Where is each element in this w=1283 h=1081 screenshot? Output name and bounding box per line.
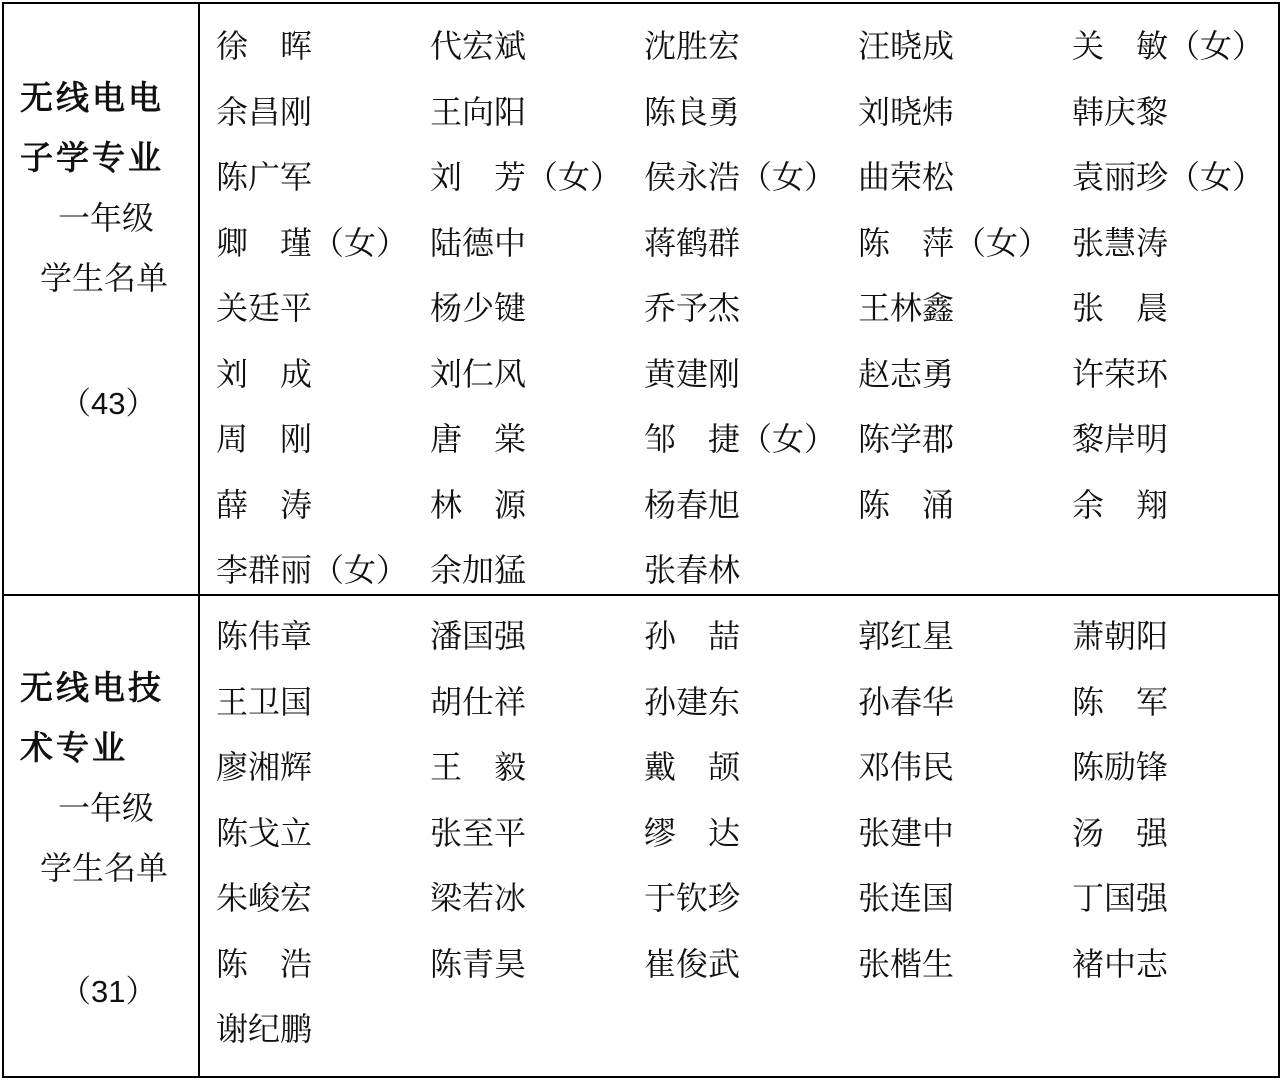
student-name: 孙建东	[644, 682, 741, 721]
names-cell	[200, 4, 1278, 594]
student-name: 陈良勇	[644, 92, 741, 131]
student-name: 刘晓炜	[858, 92, 955, 131]
student-name: 王卫国	[216, 682, 313, 721]
grade-caption	[40, 188, 169, 308]
student-name: 许荣环	[1072, 354, 1169, 393]
student-name: 梁若冰	[430, 879, 527, 917]
student-name: 唐 棠	[430, 420, 527, 458]
student-name: 陈青昊	[430, 944, 527, 983]
student-name: 陈伟章	[216, 617, 313, 655]
student-name: 廖湘辉	[216, 748, 313, 786]
grade-line: 一年级	[58, 199, 155, 237]
student-name: 陈励锋	[1072, 748, 1169, 786]
major-name-line: 术专业	[20, 728, 128, 767]
student-name: 丁国强	[1072, 879, 1169, 917]
student-name: 刘仁风	[430, 354, 527, 393]
student-name: 李群丽（女）	[216, 551, 409, 589]
student-name: 张慧涛	[1072, 223, 1169, 262]
major-name-line: 子学专业	[20, 138, 164, 177]
student-name: 张春林	[644, 551, 741, 589]
student-count: （43）	[60, 386, 157, 421]
grade-caption	[40, 778, 169, 898]
student-name: 谢纪鹏	[216, 1010, 313, 1048]
student-name: 曲荣松	[858, 158, 955, 196]
student-name: 袁丽珍（女）	[1072, 158, 1265, 196]
student-name: 陈 浩	[216, 944, 313, 983]
student-name: 郭红星	[858, 617, 955, 655]
student-name: 沈胜宏	[644, 27, 741, 65]
section-radio-electronics	[4, 4, 1278, 596]
student-name: 黄建刚	[644, 354, 741, 393]
section-radio-technology	[4, 594, 1278, 1076]
student-name: 孙春华	[858, 682, 955, 721]
student-name: 卿 瑾（女）	[216, 223, 409, 262]
student-name: 薛 涛	[216, 485, 313, 524]
student-name: 侯永浩（女）	[644, 158, 837, 196]
student-name: 胡仕祥	[430, 682, 527, 721]
student-name: 汤 强	[1072, 813, 1169, 852]
student-name: 王向阳	[430, 92, 527, 131]
student-name: 刘 芳（女）	[430, 158, 623, 196]
student-name: 赵志勇	[858, 354, 955, 393]
student-name: 朱峻宏	[216, 879, 313, 917]
student-name: 周 刚	[216, 420, 313, 458]
student-name: 陈学郡	[858, 420, 955, 458]
student-name: 张 晨	[1072, 289, 1169, 327]
student-name: 代宏斌	[430, 27, 527, 65]
section-label-cell	[4, 4, 200, 594]
student-count: （31）	[60, 974, 157, 1009]
student-name: 张楷生	[858, 944, 955, 983]
grade-line: 学生名单	[40, 259, 169, 297]
student-name: 陆德中	[430, 223, 527, 262]
names-grid	[216, 14, 1283, 604]
student-name: 韩庆黎	[1072, 92, 1169, 131]
student-name: 余昌刚	[216, 92, 313, 131]
student-name: 乔予杰	[644, 289, 741, 327]
student-name: 萧朝阳	[1072, 617, 1169, 655]
student-name: 杨少键	[430, 289, 527, 327]
student-name: 关 敏（女）	[1072, 27, 1265, 65]
student-name: 余 翔	[1072, 485, 1169, 524]
names-cell	[200, 594, 1278, 1076]
student-name: 邓伟民	[858, 748, 955, 786]
section-label-cell	[4, 594, 200, 1076]
names-grid	[216, 604, 1283, 1063]
student-name: 王 毅	[430, 748, 527, 786]
student-name: 陈戈立	[216, 813, 313, 852]
grade-line: 一年级	[58, 789, 155, 827]
student-name: 缪 达	[644, 813, 741, 852]
student-name: 邹 捷（女）	[644, 420, 837, 458]
student-name: 林 源	[430, 485, 527, 524]
major-name	[20, 68, 164, 188]
student-name: 关廷平	[216, 289, 313, 327]
student-name: 黎岸明	[1072, 420, 1169, 458]
student-name: 王林鑫	[858, 289, 955, 327]
student-name: 徐 晖	[216, 27, 313, 65]
major-name-line: 无线电电	[20, 78, 164, 117]
student-name: 褚中志	[1072, 944, 1169, 983]
student-name: 陈 军	[1072, 682, 1169, 721]
student-name: 陈 涌	[858, 485, 955, 524]
student-name: 张至平	[430, 813, 527, 852]
student-name: 刘 成	[216, 354, 313, 393]
grade-line: 学生名单	[40, 849, 169, 887]
student-name: 戴 颉	[644, 748, 741, 786]
student-name: 于钦珍	[644, 879, 741, 917]
student-roster-table	[2, 2, 1280, 1078]
student-name: 杨春旭	[644, 485, 741, 524]
major-name	[20, 658, 164, 778]
student-name: 蒋鹤群	[644, 223, 741, 262]
student-name: 张连国	[858, 879, 955, 917]
student-name: 陈广军	[216, 158, 313, 196]
student-name: 潘国强	[430, 617, 527, 655]
major-name-line: 无线电技	[20, 668, 164, 707]
student-name: 余加猛	[430, 551, 527, 589]
student-name: 张建中	[858, 813, 955, 852]
student-name: 陈 萍（女）	[858, 223, 1051, 262]
student-name: 汪晓成	[858, 27, 955, 65]
student-name: 孙 喆	[644, 617, 741, 655]
student-name: 崔俊武	[644, 944, 741, 983]
